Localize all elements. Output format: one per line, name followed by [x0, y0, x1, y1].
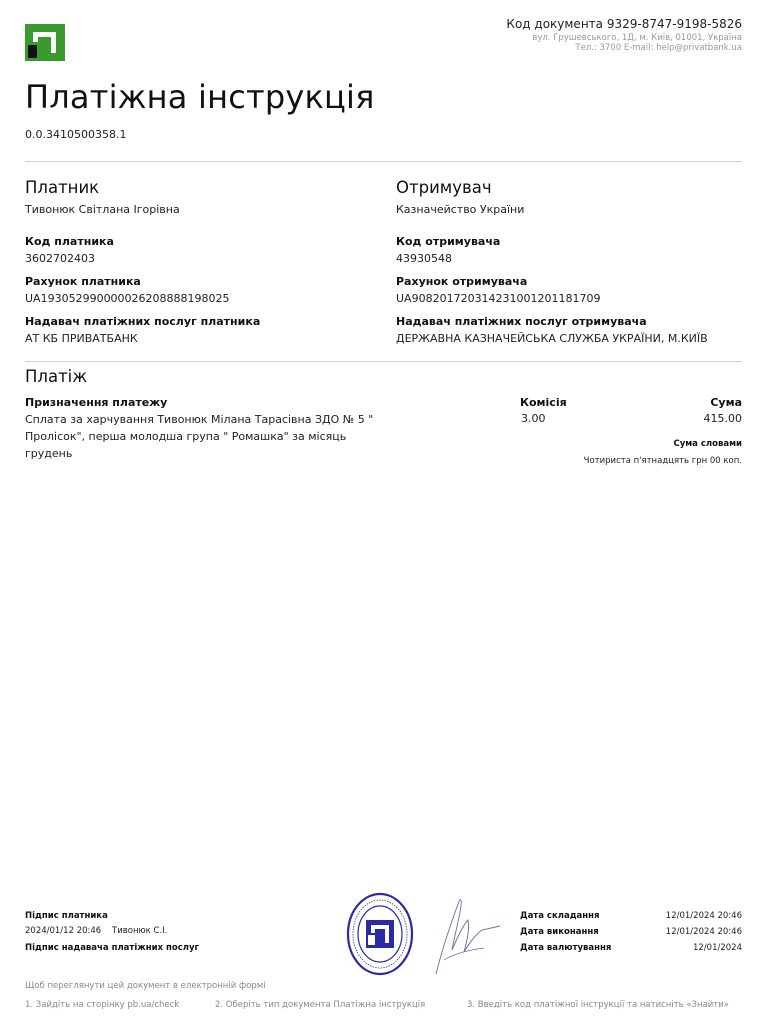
fee-value: 3.00	[521, 412, 546, 425]
purpose-text: Сплата за харчування Тивонюк Мілана Тарасівна ЗДО № 5 " Пролісок", перша молодша група " Ромашка" за місяць грудень	[25, 413, 374, 460]
payer-account-label: Рахунок платника	[25, 275, 141, 288]
payer-signature-label: Підпис платника	[25, 911, 108, 921]
payer-heading: Платник	[25, 178, 100, 197]
footer-step-3: 3. Введіть код платіжної інструкції та натисніть «Знайти»	[467, 1000, 729, 1010]
value-date: 12/01/2024	[693, 943, 742, 953]
recipient-code: 43930548	[396, 252, 452, 265]
payer-code: 3602702403	[25, 252, 95, 265]
bank-contacts	[532, 33, 742, 53]
amount-words-label: Сума словами	[673, 439, 742, 449]
amount-words-value: Чотириста п'ятнадцять грн 00 коп.	[583, 456, 742, 466]
document-code-label: Код документа	[506, 17, 604, 31]
payment-heading: Платіж	[25, 367, 88, 386]
recipient-account-label: Рахунок отримувача	[396, 275, 528, 288]
recipient-provider-label: Надавач платіжних послуг отримувача	[396, 315, 647, 328]
payer-account: UA193052990000026208888198025	[25, 292, 230, 305]
amount-label: Сума	[710, 396, 742, 409]
value-date-label: Дата валютування	[520, 943, 612, 953]
executed-date-label: Дата виконання	[520, 927, 599, 937]
recipient-code-label: Код отримувача	[396, 235, 501, 248]
footer-step-2: 2. Оберіть тип документа Платіжна інструкція	[215, 1000, 426, 1010]
page-title: Платіжна інструкція	[25, 78, 375, 116]
footer-step-1: 1. Зайдіть на сторінку pb.ua/check	[25, 1000, 180, 1010]
divider	[25, 161, 742, 162]
payer-provider-label: Надавач платіжних послуг платника	[25, 315, 261, 328]
bank-phone-email: Тел.: 3700 E-mail: help@privatbank.ua	[575, 43, 742, 53]
created-date: 12/01/2024 20:46	[665, 911, 742, 921]
document-number: 0.0.3410500358.1	[25, 128, 127, 141]
document-code	[506, 17, 742, 31]
created-date-label: Дата складання	[520, 911, 600, 921]
recipient-name: Казначейство України	[396, 203, 525, 216]
privatbank-logo-icon	[25, 24, 65, 61]
handwritten-signature-icon	[424, 890, 504, 978]
recipient-heading: Отримувач	[396, 178, 492, 197]
document-code-value: 9329-8747-9198-5826	[606, 17, 742, 31]
provider-signature-label: Підпис надавача платіжних послуг	[25, 943, 199, 953]
payer-name: Тивонюк Світлана Ігорівна	[25, 203, 180, 216]
fee-label: Комісія	[520, 396, 567, 409]
recipient-account: UA908201720314231001201181709	[396, 292, 601, 305]
recipient-provider: ДЕРЖАВНА КАЗНАЧЕЙСЬКА СЛУЖБА УКРАЇНИ, М.КИЇВ	[396, 332, 708, 345]
payer-signature-datetime: 2024/01/12 20:46	[25, 926, 102, 936]
divider	[25, 361, 742, 362]
payer-signature-name: Тивонюк С.І.	[112, 926, 168, 936]
bank-address: вул. Грушевського, 1Д, м. Київ, 01001, Україна	[532, 33, 742, 43]
bank-stamp-icon	[346, 892, 414, 976]
payer-provider: АТ КБ ПРИВАТБАНК	[25, 332, 138, 345]
executed-date: 12/01/2024 20:46	[665, 927, 742, 937]
amount-value: 415.00	[703, 412, 742, 425]
footer-intro: Щоб переглянути цей документ в електронній формі	[25, 981, 266, 991]
payer-signature-details	[25, 926, 167, 936]
purpose-label: Призначення платежу	[25, 396, 168, 409]
payer-code-label: Код платника	[25, 235, 114, 248]
